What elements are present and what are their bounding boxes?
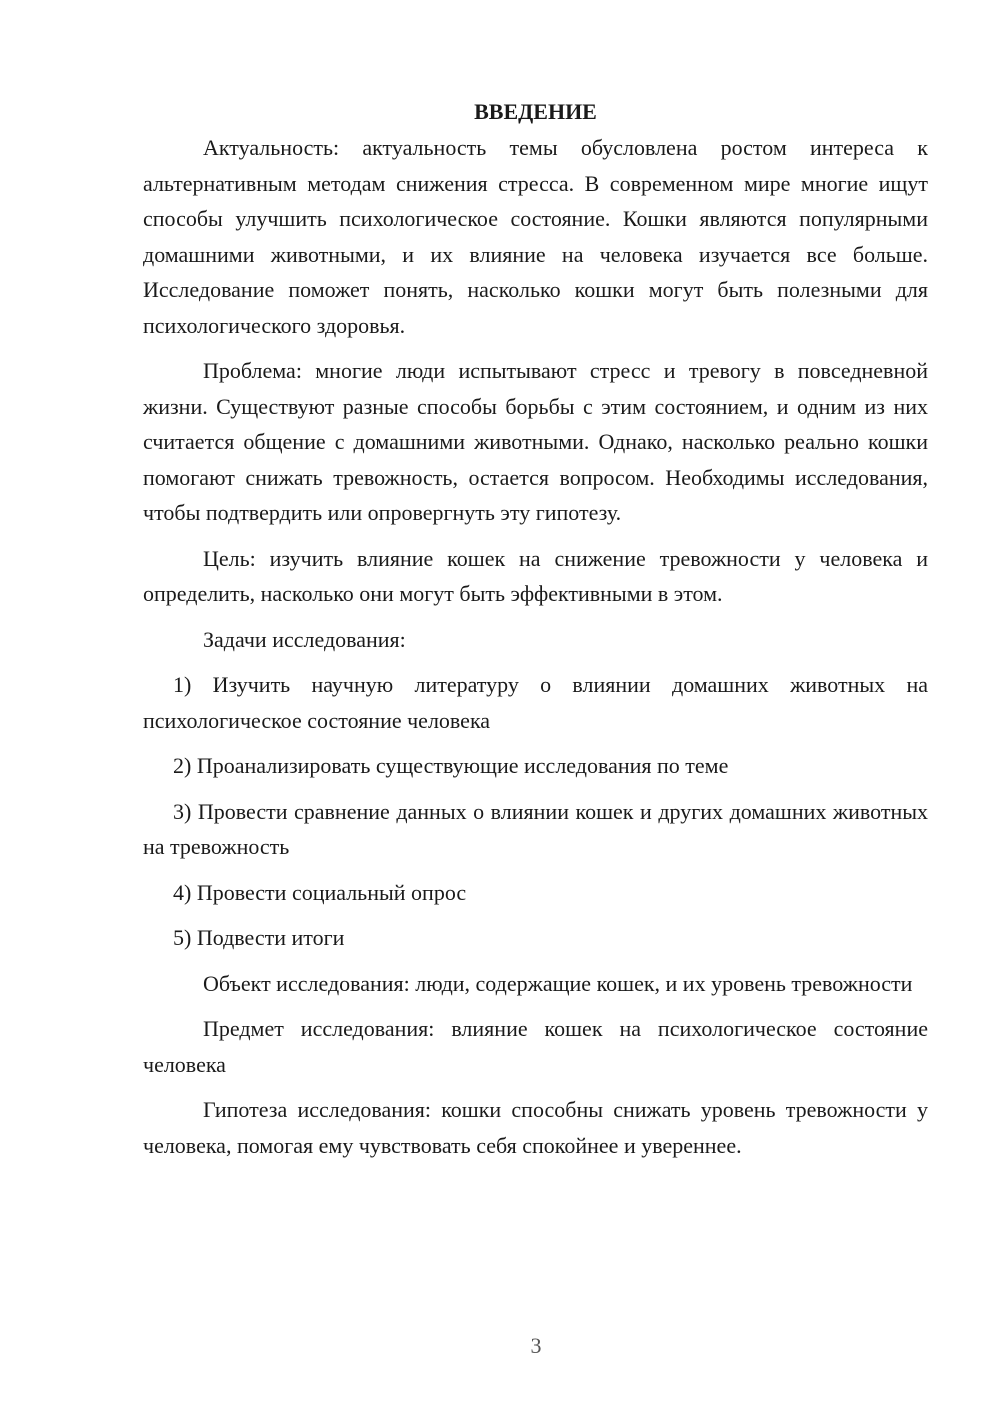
paragraph-problem: Проблема: многие люди испытывают стресс и тревогу в повседневной жизни. Существуют разные способы борьбы с этим состоянием, и одним из них считается общение с домашними животными. Однако, насколько реально кошки помогают снижать тревожность, остается вопросом. Необходимы исследования, чтобы подтвердить или опровергнуть эту гипотезу. (143, 358, 928, 525)
paragraph-subject: Предмет исследования: влияние кошек на психологическое состояние человека (143, 1016, 928, 1077)
page-number: 3 (530, 1333, 542, 1358)
task-item-1: 1) Изучить научную литературу о влиянии домашних животных на психологическое состояние человека (143, 672, 928, 733)
task-item-2: 2) Проанализировать существующие исследования по теме (173, 753, 729, 778)
paragraph-goal: Цель: изучить влияние кошек на снижение тревожности у человека и определить, насколько они могут быть эффективными в этом. (143, 545, 928, 606)
task-item-4: 4) Провести социальный опрос (173, 879, 467, 905)
paragraph-relevance: Актуальность: актуальность темы обусловлена ростом интереса к альтернативным методам снижения стресса. В современном мире многие ищут способы улучшить психологическое состояние. Кошки являются популярными домашними животными, и их влияние на человека изучается все больше. Исследование поможет понять, насколько кошки могут быть полезными для психологического здоровья. (143, 135, 928, 338)
paragraph-object: Объект исследования: люди, содержащие кошек, и их уровень тревожности (203, 970, 913, 996)
document-body (143, 93, 928, 1173)
task-item-3: 3) Провести сравнение данных о влиянии кошек и других домашних животных на тревожность (143, 798, 928, 859)
page-title: ВВЕДЕНИЕ (474, 99, 597, 124)
paragraph-tasks-heading: Задачи исследования: (203, 626, 406, 652)
task-item-5: 5) Подвести итоги (173, 925, 345, 950)
paragraph-hypothesis: Гипотеза исследования: кошки способны снижать уровень тревожности у человека, помогая ему чувствовать себя спокойнее и увереннее. (143, 1097, 928, 1158)
